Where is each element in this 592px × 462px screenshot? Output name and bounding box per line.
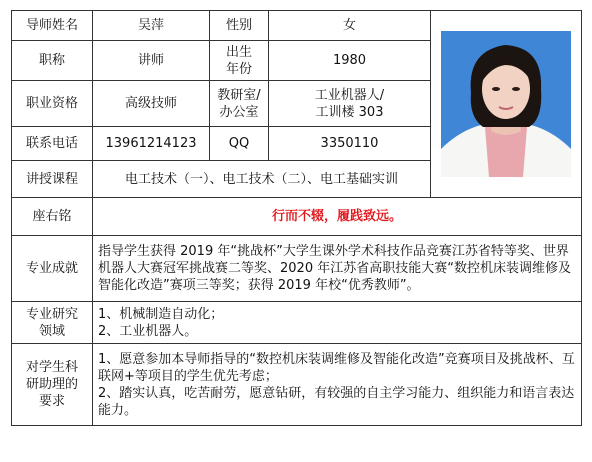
office-value: 工业机器人/ 工训楼 303 [269,81,431,127]
name-value: 吴萍 [93,11,210,41]
courses-label: 讲授课程 [12,161,93,198]
birth-year-label: 出生 年份 [210,41,269,81]
birth-year-value: 1980 [269,41,431,81]
qq-value: 3350110 [269,127,431,161]
portrait-cell [431,11,582,198]
title-label: 职称 [12,41,93,81]
gender-value: 女 [269,11,431,41]
qualification-label: 职业资格 [12,81,93,127]
research-label: 专业研究 领域 [12,302,93,344]
name-label: 导师姓名 [12,11,93,41]
row-requirements [12,344,582,426]
gender-label: 性别 [210,11,269,41]
qualification-value: 高级技师 [93,81,210,127]
row-achievements [12,236,582,302]
courses-value: 电工技术（一）、电工技术（二）、电工基础实训 [93,161,431,198]
research-value: 1、机械制造自动化； 2、工业机器人。 [93,302,582,344]
motto-value: 行而不辍，履践致远。 [93,198,582,236]
requirements-value: 1、愿意参加本导师指导的“数控机床装调维修及智能化改造”竞赛项目及挑战杯、互联网+等项目的学生优先考虑； 2、踏实认真，吃苦耐劳，愿意钻研，有较强的自主学习能力、组织能力和语言表达能力。 [93,344,582,426]
qq-label: QQ [210,127,269,161]
requirements-label: 对学生科 研助理的 要求 [12,344,93,426]
motto-label: 座右铭 [12,198,93,236]
phone-value: 13961214123 [93,127,210,161]
row-research [12,302,582,344]
row-name [12,11,582,41]
portrait-eye-right [512,87,520,91]
office-label: 教研室/ 办公室 [210,81,269,127]
portrait-eye-left [492,87,500,91]
row-motto [12,198,582,236]
teacher-profile-table [11,10,582,426]
title-value: 讲师 [93,41,210,81]
teacher-portrait [441,31,571,177]
phone-label: 联系电话 [12,127,93,161]
achievements-value: 指导学生获得 2019 年“挑战杯”大学生课外学术科技作品竞赛江苏省特等奖、世界机器人大赛冠军挑战赛二等奖、2020 年江苏省高职技能大赛“数控机床装调维修及智能化改造”赛项三等奖；获得 2019 年校“优秀教师”。 [93,236,582,302]
achievements-label: 专业成就 [12,236,93,302]
